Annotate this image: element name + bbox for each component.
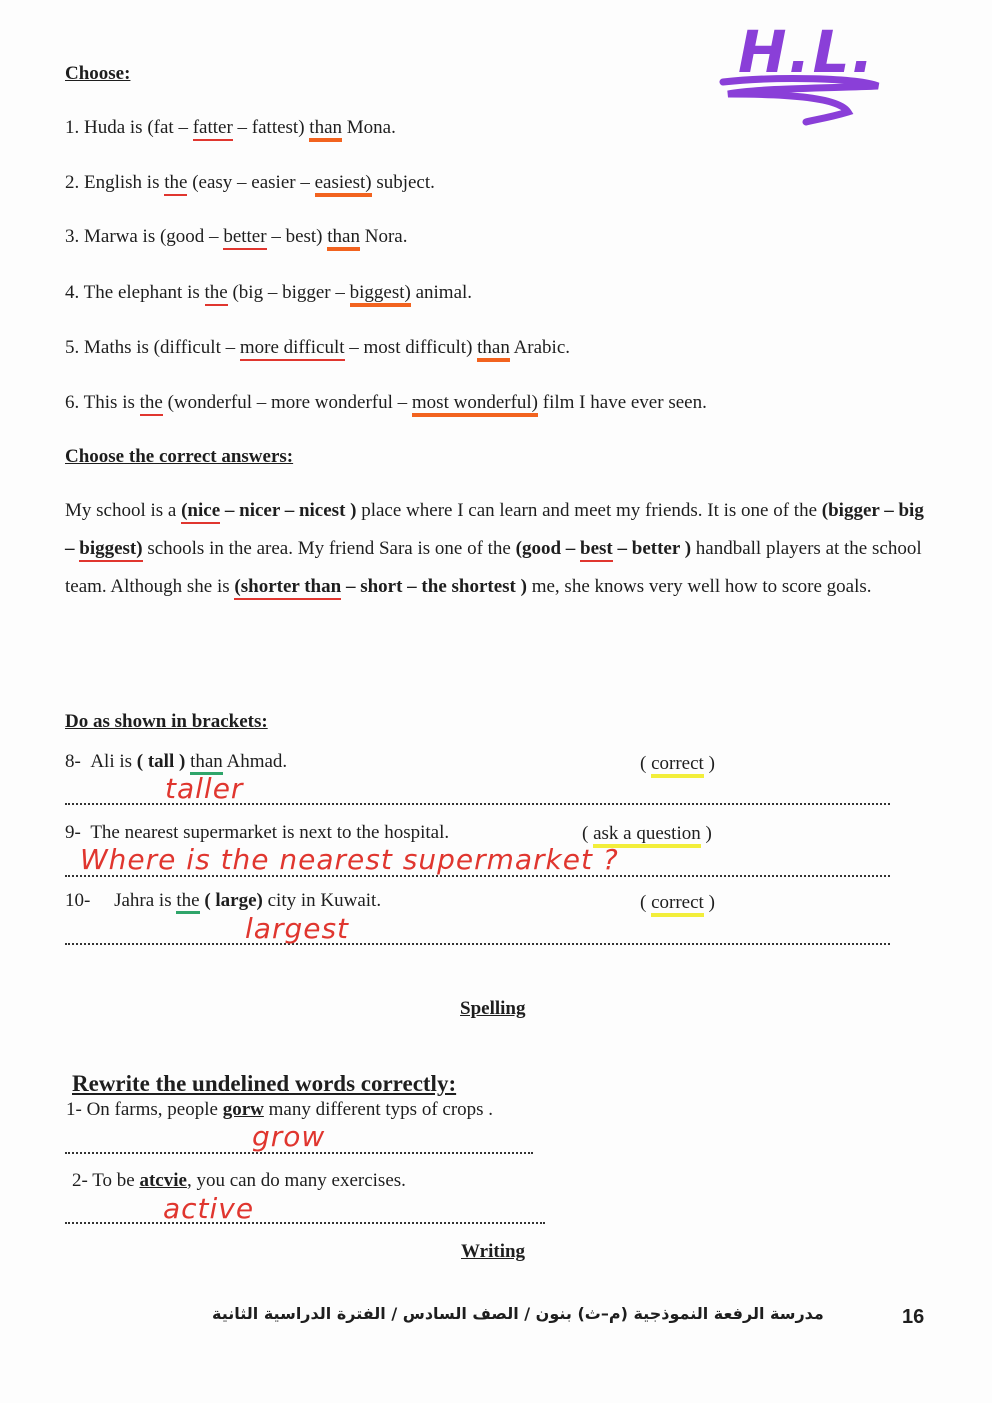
item-text: Marwa is (good –: [84, 226, 224, 247]
choose-item: [65, 282, 472, 304]
item-number: 6.: [65, 392, 80, 413]
item-text: (easy – easier –: [187, 172, 315, 193]
item-answer: fatter: [193, 117, 233, 141]
item-keyword: than: [327, 226, 360, 251]
initials-swoosh-mark: [718, 74, 888, 129]
item-keyword: biggest): [350, 282, 411, 307]
question-10: 10- Jahra is the ( large) city in Kuwait.: [65, 890, 381, 912]
spelling-answer-line-2[interactable]: [65, 1222, 545, 1224]
item-text: film I have ever seen.: [538, 392, 707, 413]
item-answer: the: [164, 172, 187, 196]
choose-item: [65, 172, 435, 194]
item-text: English is: [84, 172, 165, 193]
item-answer: more difficult: [240, 337, 345, 361]
teacher-initials: H.L.: [738, 18, 876, 86]
choose-item: [65, 117, 396, 139]
item-keyword: than: [309, 117, 342, 142]
item-text: Nora.: [359, 226, 408, 247]
choose-heading: Choose:: [65, 63, 131, 84]
answer-8-handwritten: taller: [165, 772, 244, 805]
item-number: 3.: [65, 226, 80, 247]
page-number: 16: [902, 1306, 925, 1328]
spelling-answer-1-handwritten: grow: [252, 1120, 326, 1153]
rewrite-heading: Rewrite the undelined words correctly:: [72, 1071, 457, 1096]
item-text: – fattest): [232, 117, 310, 138]
spelling-question-2: 2- To be atcvie, you can do many exercises.: [72, 1170, 406, 1191]
item-keyword: most wonderful): [412, 392, 538, 417]
choose-item: [65, 226, 407, 248]
item-number: 1.: [65, 117, 80, 138]
item-text: – best): [266, 226, 328, 247]
choose-correct-heading: Choose the correct answers:: [65, 446, 294, 467]
item-text: (wonderful – more wonderful –: [162, 392, 412, 413]
item-number: 2.: [65, 172, 80, 193]
item-number: 4.: [65, 282, 80, 303]
choose-correct-paragraph: My school is a (nice – nicer – nicest ) place where I can learn and meet my friends. It is one of the (bigger – big – biggest) schools in the area. My friend Sara is one of the (good – best – better ) handball players at the school team. Although she is (shorter than – short – the shortest ) me, she knows very well how to score goals.: [65, 492, 935, 606]
footer-school-text: مدرسة الرفعة النموذجية (م–ث) بنون / الصف السادس / الفترة الدراسية الثانية: [212, 1304, 824, 1323]
answer-9-handwritten: Where is the nearest supermarket ?: [80, 843, 619, 876]
item-text: Arabic.: [509, 337, 571, 358]
item-text: (big – bigger –: [227, 282, 350, 303]
do-as-shown-heading: Do as shown in brackets:: [65, 711, 268, 732]
item-text: animal.: [410, 282, 473, 303]
writing-title: Writing: [461, 1241, 526, 1262]
item-text: Mona.: [342, 117, 396, 138]
question-10-instruction: ( correct ): [640, 892, 715, 914]
item-answer: the: [140, 392, 163, 416]
spelling-title: Spelling: [460, 998, 526, 1019]
item-answer: better: [223, 226, 266, 250]
question-9-instruction: ( ask a question ): [582, 823, 712, 845]
spelling-question-1: 1- On farms, people gorw many different typs of crops .: [66, 1099, 494, 1120]
item-text: This is: [83, 392, 140, 413]
item-text: Maths is (difficult –: [84, 337, 240, 358]
question-8: 8- Ali is ( tall ) than Ahmad.: [65, 751, 287, 773]
item-text: – most difficult): [344, 337, 478, 358]
answer-line-10[interactable]: [65, 943, 890, 945]
spelling-answer-2-handwritten: active: [163, 1192, 255, 1225]
item-text: Huda is (fat –: [84, 117, 193, 138]
question-9: 9- The nearest supermarket is next to the hospital.: [65, 822, 450, 843]
answer-10-handwritten: largest: [245, 912, 350, 945]
item-text: subject.: [371, 172, 435, 193]
choose-item: [65, 337, 570, 359]
item-text: The elephant is: [83, 282, 205, 303]
item-keyword: than: [477, 337, 510, 362]
question-8-instruction: ( correct ): [640, 753, 715, 775]
item-number: 5.: [65, 337, 80, 358]
item-keyword: easiest): [315, 172, 372, 197]
choose-item: [65, 392, 707, 414]
item-answer: the: [205, 282, 228, 306]
